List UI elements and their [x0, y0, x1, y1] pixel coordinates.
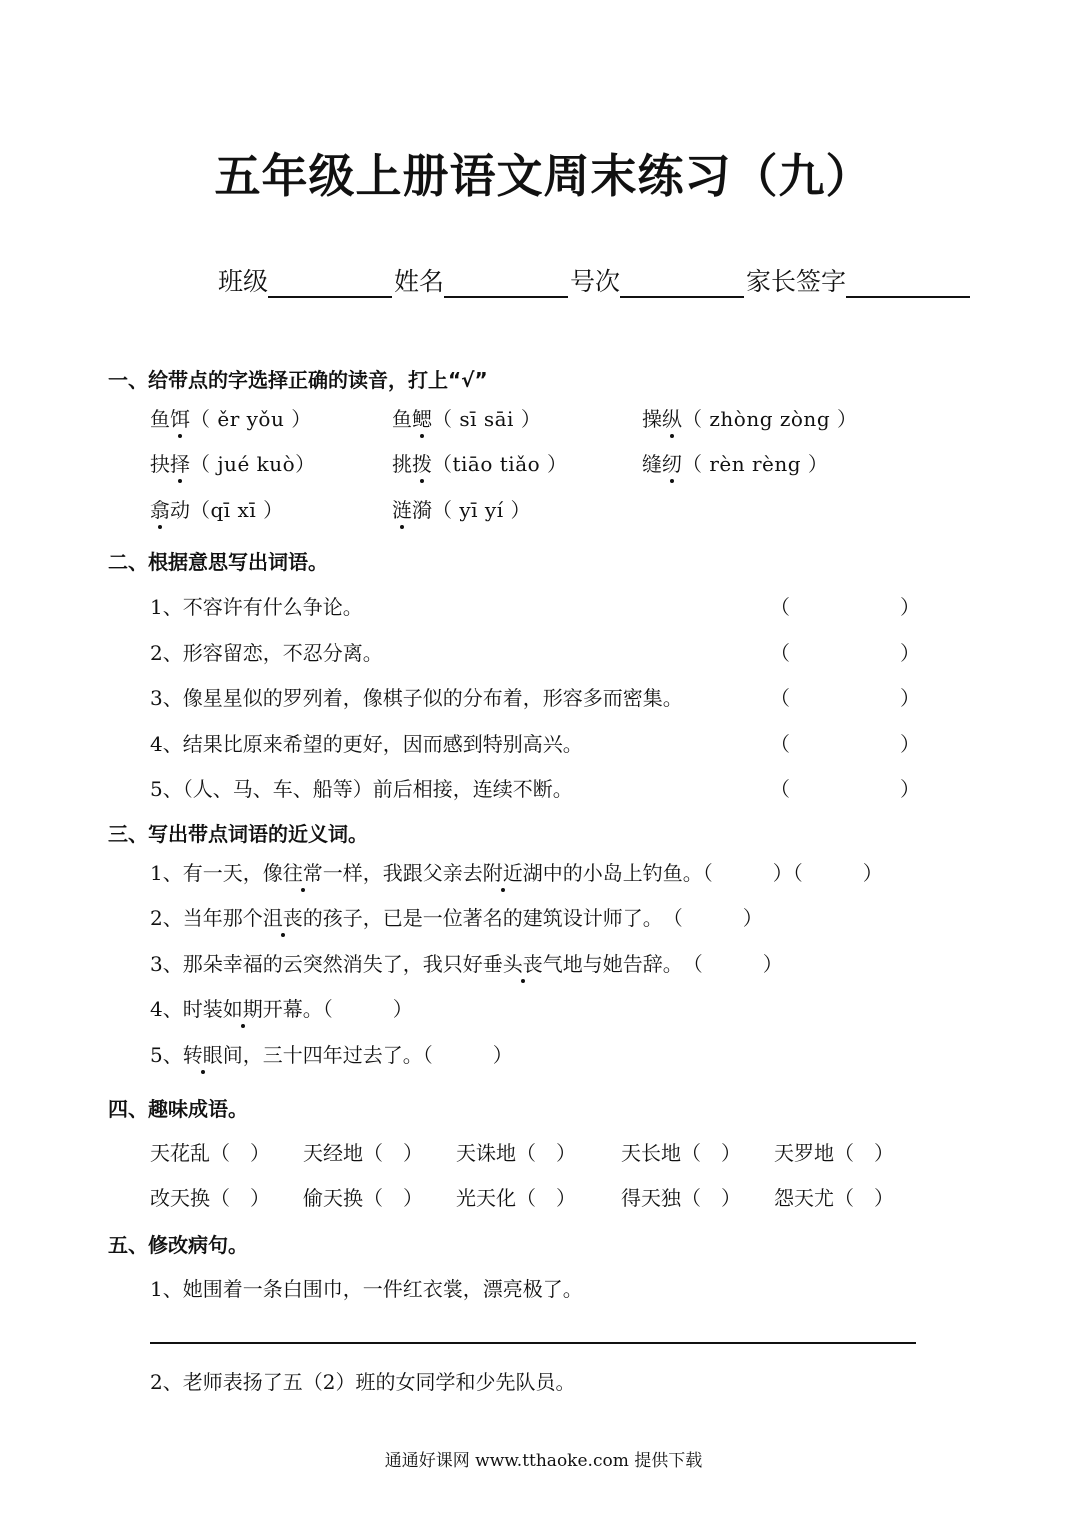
pinyin-item-3: 操纵（ zhòng zòng ） — [642, 407, 858, 431]
pinyin-item-5: 挑拨（tiāo tiǎo ） — [392, 452, 568, 476]
idiom-2-2: 偷天换（ ） — [303, 1186, 423, 1210]
section-1-heading: 一、给带点的字选择正确的读音，打上“√” — [108, 368, 488, 392]
parent-label: 家长签字 — [746, 267, 847, 296]
idiom-1-5: 天罗地（ ） — [774, 1141, 894, 1165]
idiom-2-5: 怨天尤（ ） — [774, 1186, 894, 1210]
idiom-2-1: 改天换（ ） — [150, 1186, 270, 1210]
section-5-heading: 五、修改病句。 — [108, 1233, 248, 1257]
sentence-2: 2、老师表扬了五（2）班的女同学和少先队员。 — [150, 1370, 576, 1394]
sentence-1: 1、她围着一条白围巾，一件红衣裳，漂亮极了。 — [150, 1277, 583, 1301]
idiom-1-1: 天花乱（ ） — [150, 1141, 270, 1165]
definition-3: 3、像星星似的罗列着，像棋子似的分布着，形容多而密集。 — [150, 686, 683, 710]
answer-paren-close-1: ） — [900, 595, 920, 619]
page-title: 五年级上册语文周末练习（九） — [214, 149, 873, 203]
parent-blank[interactable] — [846, 268, 970, 298]
answer-paren-open-2[interactable]: （ — [770, 641, 790, 665]
section-2-heading: 二、根据意思写出词语。 — [108, 550, 328, 574]
synonym-question-3: 3、那朵幸福的云突然消失了，我只好垂头丧气地与她告辞。 （ ） — [150, 952, 783, 976]
idiom-1-2: 天经地（ ） — [303, 1141, 423, 1165]
definition-2: 2、形容留恋，不忍分离。 — [150, 641, 383, 665]
idiom-1-4: 天长地（ ） — [621, 1141, 741, 1165]
student-info — [218, 262, 972, 298]
synonym-question-2: 2、当年那个沮丧的孩子，已是一位著名的建筑设计师了。 （ ） — [150, 906, 763, 930]
answer-paren-close-4: ） — [900, 732, 920, 756]
definition-5: 5、（人、马、车、船等）前后相接，连续不断。 — [150, 777, 573, 801]
name-label: 姓名 — [394, 267, 445, 296]
answer-paren-open-3[interactable]: （ — [770, 686, 790, 710]
number-blank[interactable] — [620, 268, 744, 298]
pinyin-item-6: 缝纫（ rèn rèng ） — [642, 452, 829, 476]
idiom-2-3: 光天化（ ） — [456, 1186, 576, 1210]
answer-paren-close-2: ） — [900, 641, 920, 665]
pinyin-item-2: 鱼鳃（ sī sāi ） — [392, 407, 542, 431]
footer: 通通好课网 www.tthaoke.com 提供下载 — [384, 1451, 703, 1471]
idiom-1-3: 天诛地（ ） — [456, 1141, 576, 1165]
answer-paren-open-1[interactable]: （ — [770, 595, 790, 619]
pinyin-item-8: 涟漪（ yī yí ） — [392, 498, 531, 522]
pinyin-item-1: 鱼饵（ ěr yǒu ） — [150, 407, 312, 431]
class-label: 班级 — [218, 267, 269, 296]
pinyin-item-7: 翕动（qī xī ） — [150, 498, 284, 522]
answer-paren-open-5[interactable]: （ — [770, 777, 790, 801]
answer-line[interactable] — [150, 1342, 916, 1344]
number-label: 号次 — [570, 267, 621, 296]
synonym-question-5: 5、转眼间，三十四年过去了。（ ） — [150, 1043, 513, 1067]
section-4-heading: 四、趣味成语。 — [108, 1097, 248, 1121]
name-blank[interactable] — [444, 268, 568, 298]
definition-4: 4、结果比原来希望的更好，因而感到特别高兴。 — [150, 732, 583, 756]
pinyin-item-4: 抉择（ jué kuò） — [150, 452, 316, 476]
answer-paren-close-3: ） — [900, 686, 920, 710]
synonym-question-4: 4、时装如期开幕。（ ） — [150, 997, 413, 1021]
definition-1: 1、不容许有什么争论。 — [150, 595, 363, 619]
section-3-heading: 三、写出带点词语的近义词。 — [108, 822, 368, 846]
answer-paren-open-4[interactable]: （ — [770, 732, 790, 756]
answer-paren-close-5: ） — [900, 777, 920, 801]
class-blank[interactable] — [268, 268, 392, 298]
idiom-2-4: 得天独（ ） — [621, 1186, 741, 1210]
synonym-question-1: 1、有一天，像往常一样，我跟父亲去附近湖中的小岛上钓鱼。（ ）（ ） — [150, 861, 883, 885]
